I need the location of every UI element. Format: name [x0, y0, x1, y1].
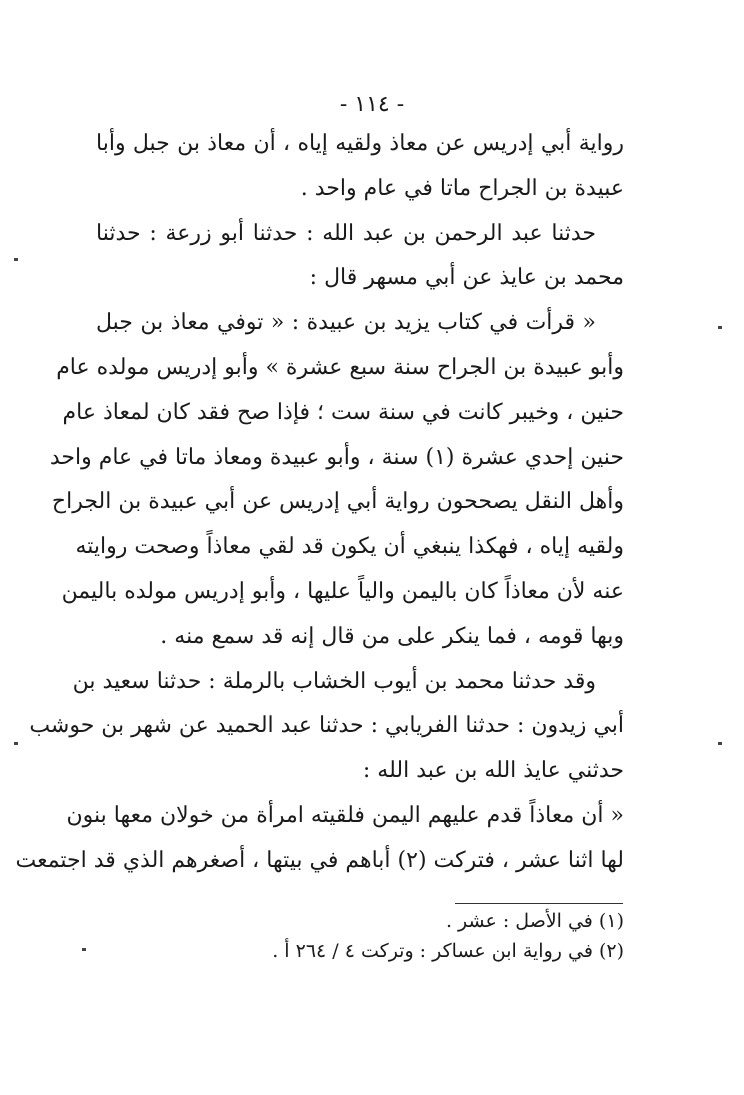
- text-line: محمد بن عايذ عن أبي مسهر قال :: [309, 265, 624, 291]
- margin-mark: [14, 742, 18, 745]
- footnote: (١) في الأصل : عشر .: [445, 910, 624, 932]
- text-line: عنه لأن معاذاً كان باليمن والياً عليها ، وأبو إدريس مولده باليمن: [61, 578, 624, 604]
- text-line: وقد حدثنا محمد بن أيوب الخشاب بالرملة : حدثنا سعيد بن: [72, 668, 596, 694]
- text-line: « قرأت في كتاب يزيد بن عبيدة : « توفي معاذ بن جبل: [96, 310, 596, 336]
- text-line: عبيدة بن الجراح ماتا في عام واحد .: [300, 175, 624, 201]
- text-line: وأهل النقل يصححون رواية أبي إدريس عن أبي عبيدة بن الجراح: [51, 489, 624, 515]
- text-line: حدثني عايذ الله بن عبد الله :: [362, 758, 624, 784]
- text-line: حدثنا عبد الرحمن بن عبد الله : حدثنا أبو زرعة : حدثنا: [96, 220, 596, 246]
- text-line: أبي زيدون : حدثنا الفريابي : حدثنا عبد الحميد عن شهر بن حوشب: [29, 713, 624, 739]
- text-line: لها اثنا عشر ، فتركت (٢) أباهم في بيتها ، أصغرهم الذي قد اجتمعت: [15, 847, 624, 873]
- page-number: - ١١٤ -: [339, 92, 405, 117]
- text-line: « أن معاذاً قدم عليهم اليمن فلقيته امرأة من خولان معها بنون: [66, 802, 624, 828]
- text-line: حنين ، وخيبر كانت في سنة ست ؛ فإذا صح فقد كان لمعاذ عام: [62, 399, 624, 425]
- text-line: وبها قومه ، فما ينكر على من قال إنه قد سمع منه .: [160, 623, 624, 649]
- main-text: [15, 122, 624, 884]
- margin-mark: [14, 258, 18, 261]
- footnote: (٢) في رواية ابن عساكر : وتركت ٤ / ٢٦٤ أ .: [272, 940, 624, 962]
- footnotes: [200, 906, 624, 966]
- margin-mark: [82, 948, 86, 951]
- text-line: رواية أبي إدريس عن معاذ ولقيه إياه ، أن معاذ بن جبل وأبا: [96, 131, 624, 156]
- margin-mark: [718, 326, 722, 329]
- text-line: وأبو عبيدة بن الجراح سنة سبع عشرة » وأبو إدريس مولده عام: [56, 354, 624, 380]
- margin-mark: [718, 742, 722, 745]
- text-line: حنين إحدي عشرة (١) سنة ، وأبو عبيدة ومعاذ ماتا في عام واحد: [49, 444, 624, 470]
- footnote-separator: [455, 903, 623, 904]
- text-line: ولقيه إياه ، فهكذا ينبغي أن يكون قد لقي معاذاً وصحت روايته: [75, 534, 624, 560]
